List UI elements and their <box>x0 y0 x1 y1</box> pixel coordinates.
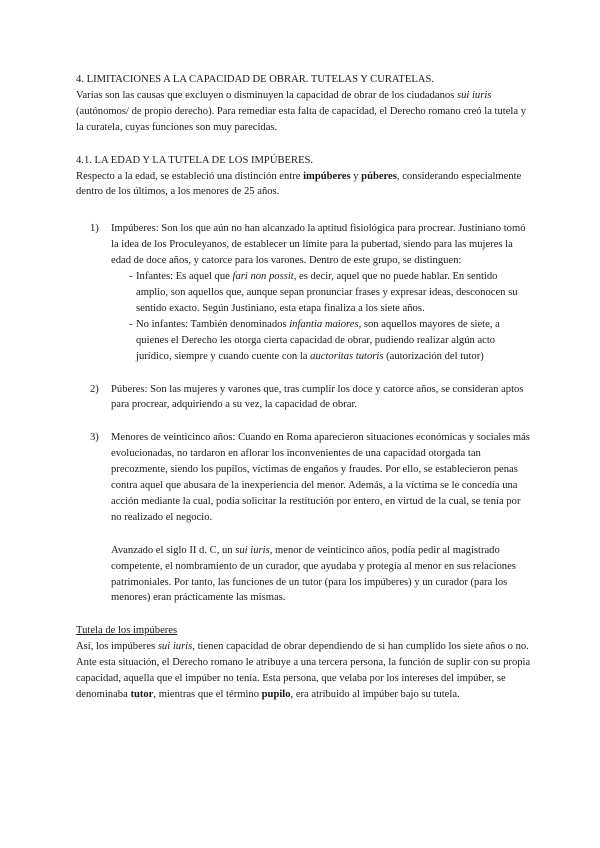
menores-paragraph-2: Avanzado el siglo II d. C, un sui iuris, menor de veinticinco años, podía pedir al magistrado competente, el nombramiento de un curador, que ayudaba y protegía al menor en sus relaciones patrimoniales. Por tanto, las funciones de un tutor (para los impúberes) y un curador (para los menores) eran prácticamente las mismas. <box>111 544 516 604</box>
sub-item-infantes: - Infantes: Es aquel que fari non possit, es decir, aquel que no puede hablar. En sentido amplio, son aquellos que, aunque sepan pronunciar frases y expresar ideas, desconocen su sentido exacto. Según Justiniano, esta etapa finaliza a los siete años. <box>129 271 518 314</box>
list-item-impuberes: 1) Impúberes: Son los que aún no han alcanzado la aptitud fisiológica para procrear. Justiniano tomó la idea de los Proculeyanos, de establecer un límite para la pubertad, siendo para las mujeres la edad de doce años, y catorce para los varones. Dentro de este grupo, se distinguen: <box>90 223 526 267</box>
tutela-paragraph: Así, los impúberes sui iuris, tienen capacidad de obrar dependiendo de si han cumplido los siete años o no. Ante esta situación, el Derecho romano le atribuye a una tercera persona, la función de suplir con su propia capacidad, aquella que el impúber no tenía. Esta persona, que velaba por los intereses del impúber, se denominaba tutor, mientras que el término pupilo, era atribuido al impúber bajo su tutela. <box>76 641 531 700</box>
section-heading-4-1: 4.1. LA EDAD Y LA TUTELA DE LOS IMPÚBERES. <box>76 154 314 166</box>
edad-paragraph: Respecto a la edad, se estableció una distinción entre impúberes y púberes, considerando especialmente dentro de los últimos, a los menores de 25 años. <box>76 170 522 198</box>
intro-paragraph: Varias son las causas que excluyen o disminuyen la capacidad de obrar de los ciudadanos sui iuris (autónomos/ de propio derecho). Para remediar esta falta de capacidad, el Derecho romano creó la tutela y la curatela, cuyas funciones son muy parecidas. <box>76 89 527 133</box>
tutela-title: Tutela de los impúberes <box>76 625 178 637</box>
list-item-menores: 3) Menores de veinticinco años: Cuando en Roma aparecieron situaciones económicas y sociales más evolucionadas, no tardaron en aflorar los inconvenientes de una capacidad otorgada tan precozmente, siendo los pupilos, víctimas de engaños y fraudes. Por ello, se establecieron penas contra aquel que abusara de la inexperiencia del menor. Además, a la víctima se le concedía una acción mediante la cual, podía solicitar la restitución por entero, en virtud de la cual, se tenía por no realizado el negocio. <box>90 432 530 523</box>
section-heading-4: 4. LIMITACIONES A LA CAPACIDAD DE OBRAR. TUTELAS Y CURATELAS. <box>76 74 434 85</box>
list-item-puberes: 2) Púberes: Son las mujeres y varones que, tras cumplir los doce y catorce años, se consideran aptos para procrear, adquiriendo a su vez, la capacidad de obrar. <box>90 383 524 411</box>
sub-item-no-infantes: - No infantes: También denominados infantia maiores, son aquellos mayores de siete, a quienes el Derecho les otorga cierta capacidad de obrar, pudiendo realizar algún acto jurídico, siempre y cuando cuente con la auctoritas tutoris (autorización del tutor) <box>129 318 500 362</box>
document-page <box>76 72 532 703</box>
